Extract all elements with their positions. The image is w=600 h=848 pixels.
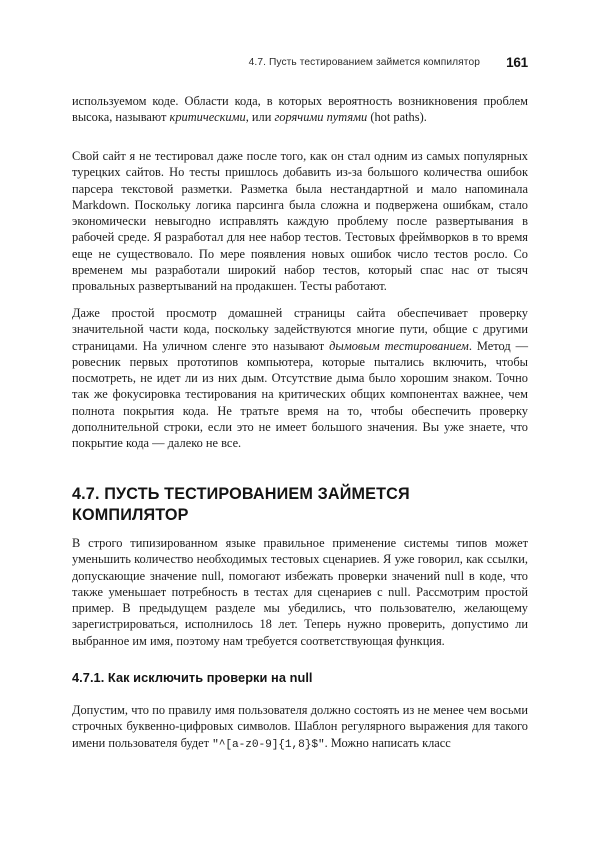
paragraph-block-5 (72, 702, 528, 753)
paragraph-block-2 (72, 148, 528, 295)
para1-emphasis-1: критическими (169, 110, 246, 125)
running-header (72, 55, 528, 77)
para3-text-2: . Метод — ровесник первых прототипов компьютера, которые пытались включить, чтобы посмотреть, не идет ли из них дым. Отсутствие дыма было хорошим знаком. Точно так же фокусировка тестирования на критических общих компонентах важнее, чем полнота покрытия кода. Не тратьте время на то, чтобы обеспечить проверку дополнительной строки, если это не имеет большого значения. Вы уже знаете, что покрытие кода — далеко не все. (72, 338, 528, 451)
paragraph-smoke-testing (72, 305, 528, 452)
para5-text-2: . Можно написать класс (324, 735, 451, 750)
paragraph-continuation (72, 93, 528, 126)
subsection-heading-block (72, 669, 528, 686)
running-header-title: 4.7. Пусть тестированием займется компилятор (248, 57, 480, 68)
para1-text-2: , или (245, 110, 275, 125)
para5-text-1: Допустим, что по правилу имя пользователя должно состоять из не менее чем восьми строчных буквенно-цифровых символов. Шаблон регулярного выражения для такого имени пользователя будет (72, 703, 528, 750)
section-heading-block (72, 484, 528, 525)
para1-text-1: используемом коде. Области кода, в которых вероятность возникновения проблем высока, называют (72, 94, 528, 125)
para1-text-3: (hot paths). (367, 110, 427, 125)
para3-emphasis-1: дымовым тестированием (329, 338, 469, 353)
subsection-heading-4-7-1: 4.7.1. Как исключить проверки на null (72, 670, 313, 685)
section-heading-4-7: 4.7. ПУСТЬ ТЕСТИРОВАНИЕМ ЗАЙМЕТСЯ КОМПИЛЯТОР (72, 485, 410, 524)
regex-code-literal: "^[a-z0-9]{1,8}$" (212, 738, 325, 751)
paragraph-story-site-tests: Свой сайт я не тестировал даже после того, как он стал одним из самых популярных турецких сайтов. Но тесты пришлось добавить из-за большого количества ошибок парсера текстовой разметки. Разметка была нестандартной и мало напоминала Markdown. Поскольку логика парсинга была сложна и подвержена ошибкам, стало экономически невыгодно исправлять каждую проблему после развертывания в рабочей среде. Я разработал для нее набор тестов. Тестовых фреймворков в то время еще не существовало. По мере появления новых ошибок число тестов росло. Со временем мы разработали широкий набор тестов, который спас нас от тысяч провальных развертываний на продакшен. Тесты работают. (72, 149, 528, 294)
paragraph-username-regex (72, 702, 528, 753)
paragraph-type-system: В строго типизированном языке правильное применение системы типов может уменьшить количество необходимых тестовых сценариев. Я уже говорил, как ссылки, допускающие значение null, помогают избежать проверки значений null в коде, что также уменьшает потребность в тестах для сценариев с null. Рассмотрим простой пример. В предыдущем разделе мы убедились, что пользователю, желающему зарегистрироваться, исполнилось 18 лет. Теперь нужно проверить, допустимо ли выбранное им имя, поэтому нам требуется соответствующая функция. (72, 536, 528, 648)
para1-emphasis-2: горячими путями (274, 110, 368, 125)
paragraph-block-4 (72, 535, 528, 649)
para3-text-1: Даже простой просмотр домашней страницы сайта обеспечивает проверку значительной части кода, поскольку задействуются многие пути, общие с другими страницами. На уличном сленге это называют (72, 306, 528, 353)
paragraph-block-1 (72, 93, 528, 126)
page-number: 161 (506, 55, 528, 70)
paragraph-block-3 (72, 305, 528, 452)
